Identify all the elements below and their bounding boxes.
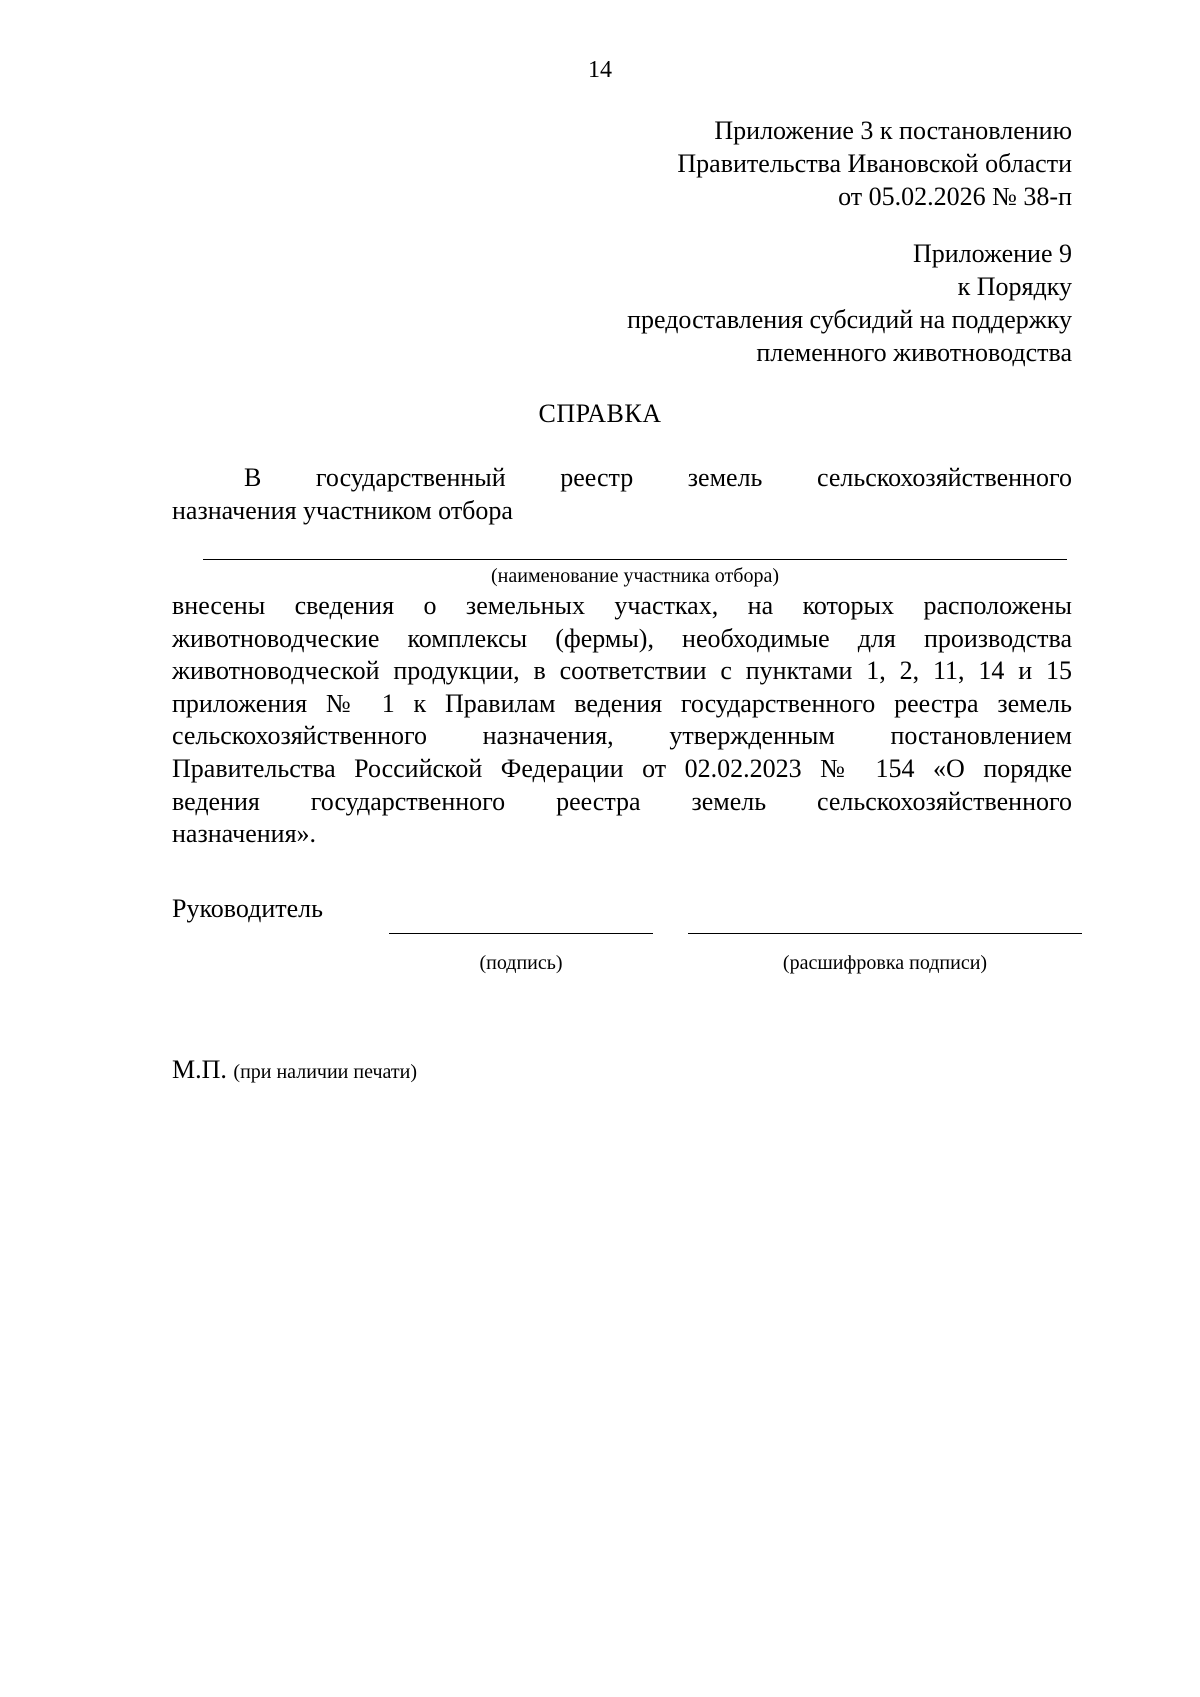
approval-header: [677, 114, 1072, 213]
body-line: сельскохозяйственного назначения, утвержденным постановлением: [172, 721, 1072, 751]
appendix-header: [627, 237, 1072, 369]
appendix-header-line: Приложение 9: [912, 239, 1072, 268]
signature-decode-line: [688, 933, 1082, 934]
stamp-note: (при наличии печати): [233, 1061, 417, 1083]
signature-decode-caption: (расшифровка подписи): [782, 952, 988, 974]
stamp-label: М.П.: [172, 1055, 227, 1084]
participant-name-caption: (наименование участника отбора): [491, 565, 779, 587]
stamp-line: [172, 1054, 417, 1088]
body-line: ведения государственного реестра земель сельскохозяйственного: [172, 786, 1072, 816]
participant-name-line: [203, 559, 1067, 560]
page-number: 14: [588, 57, 612, 83]
approval-header-line: от 05.02.2026 № 38-п: [838, 182, 1072, 211]
appendix-header-line: племенного животноводства: [756, 338, 1072, 367]
body-line: животноводческие комплексы (фермы), необходимые для производства: [172, 623, 1072, 653]
body-line: внесены сведения о земельных участках, на которых расположены: [172, 591, 1072, 620]
document-title: СПРАВКА: [538, 399, 662, 428]
head-label: Руководитель: [172, 894, 323, 923]
body-paragraph: [172, 590, 1072, 851]
signature-line: [389, 933, 653, 934]
appendix-header-line: к Порядку: [957, 272, 1072, 301]
body-line: животноводческой продукции, в соответствии с пунктами 1, 2, 11, 14 и 15: [172, 656, 1072, 686]
body-line: Правительства Российской Федерации от 02.02.2023 № 154 «О порядке: [172, 753, 1072, 783]
intro-line: назначения участником отбора: [172, 495, 513, 525]
signature-caption: (подпись): [479, 952, 563, 974]
intro-line: В государственный реестр земель сельскохозяйственного: [244, 463, 1072, 492]
body-line: назначения».: [172, 819, 317, 849]
body-line: приложения № 1 к Правилам ведения государственного реестра земель: [172, 688, 1072, 718]
intro-paragraph: [172, 462, 1072, 527]
approval-header-line: Правительства Ивановской области: [677, 149, 1072, 178]
appendix-header-line: предоставления субсидий на поддержку: [627, 305, 1072, 334]
approval-header-line: Приложение 3 к постановлению: [714, 116, 1072, 145]
